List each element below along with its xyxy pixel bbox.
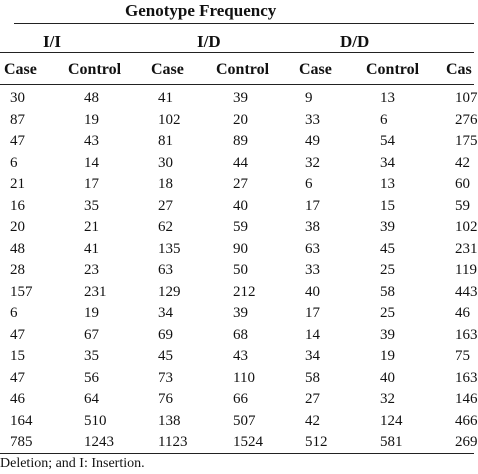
table-cell: 68 xyxy=(233,326,248,343)
table-cell: 41 xyxy=(84,240,99,257)
table-cell: 48 xyxy=(10,240,25,257)
table-cell: 18 xyxy=(158,176,173,192)
table-cell: 6 xyxy=(305,176,313,192)
table-cell: 40 xyxy=(380,369,395,386)
table-cell: 44 xyxy=(233,154,248,171)
table-cell: 35 xyxy=(84,348,99,364)
table-cell: 27 xyxy=(158,197,173,214)
table-cell: 69 xyxy=(158,326,173,343)
table-cell: 138 xyxy=(158,412,181,429)
table-cell: 30 xyxy=(10,90,25,106)
table-cell: 59 xyxy=(455,197,470,214)
column-header-case: Case xyxy=(299,61,332,78)
column-header-control: Control xyxy=(68,61,122,78)
table-cell: 34 xyxy=(305,348,320,364)
table-cell: 45 xyxy=(158,348,173,364)
table-cell: 48 xyxy=(84,90,99,106)
table-cell: 25 xyxy=(380,305,395,321)
table-cell: 58 xyxy=(305,369,320,386)
table-cell: 135 xyxy=(158,240,181,257)
table-cell: 14 xyxy=(305,326,320,343)
table-cell: 75 xyxy=(455,348,470,364)
table-cell: 46 xyxy=(10,391,25,407)
table-cell: 32 xyxy=(380,391,395,407)
table-cell: 231 xyxy=(84,283,107,300)
table-cell: 28 xyxy=(10,262,25,278)
table-cell: 47 xyxy=(10,326,25,343)
table-cell: 21 xyxy=(10,176,25,192)
table-cell: 110 xyxy=(233,369,255,386)
table-cell: 164 xyxy=(10,412,33,429)
table-cell: 785 xyxy=(10,434,33,450)
table-bottom-rule xyxy=(0,453,474,454)
table-cell: 1524 xyxy=(233,434,263,450)
table-cell: 20 xyxy=(233,111,248,128)
table-cell: 39 xyxy=(380,326,395,343)
table-cell: 32 xyxy=(305,154,320,171)
table-cell: 39 xyxy=(380,219,395,235)
group-header-ii: I/I xyxy=(43,32,61,51)
table-title: Genotype Frequency xyxy=(125,1,277,20)
table-cell: 269 xyxy=(455,434,478,450)
table-cell: 102 xyxy=(158,111,181,128)
table-cell: 35 xyxy=(84,197,99,214)
table-cell: 119 xyxy=(455,262,477,278)
table-cell: 27 xyxy=(305,391,320,407)
table-cell: 581 xyxy=(380,434,403,450)
table-cell: 19 xyxy=(84,111,99,128)
table-cell: 1243 xyxy=(84,434,114,450)
table-cell: 73 xyxy=(158,369,173,386)
table-cell: 163 xyxy=(455,326,478,343)
table-cell: 25 xyxy=(380,262,395,278)
table-cell: 43 xyxy=(233,348,248,364)
table-cell: 38 xyxy=(305,219,320,235)
table-cell: 507 xyxy=(233,412,256,429)
column-header-control: Control xyxy=(366,61,420,78)
table-cell: 15 xyxy=(10,348,25,364)
table-cell: 64 xyxy=(84,391,99,407)
table-cell: 17 xyxy=(84,176,99,192)
table-cell: 443 xyxy=(455,283,478,300)
table-cell: 107 xyxy=(455,90,478,106)
column-header-case: Case xyxy=(4,61,37,78)
table-cell: 89 xyxy=(233,133,248,149)
table-cell: 9 xyxy=(305,90,313,106)
table-cell: 63 xyxy=(158,262,173,278)
table-cell: 66 xyxy=(233,391,248,407)
table-cell: 58 xyxy=(380,283,395,300)
table-cell: 14 xyxy=(84,154,99,171)
table-cell: 81 xyxy=(158,133,173,149)
table-cell: 62 xyxy=(158,219,173,235)
table-cell: 56 xyxy=(84,369,99,386)
table-cell: 23 xyxy=(84,262,99,278)
table-cell: 15 xyxy=(380,197,395,214)
group-header-id: I/D xyxy=(197,32,221,51)
table-cell: 33 xyxy=(305,262,320,278)
table-cell: 212 xyxy=(233,283,256,300)
table-cell: 76 xyxy=(158,391,173,407)
table-cell: 129 xyxy=(158,283,181,300)
table-cell: 45 xyxy=(380,240,395,257)
table-cell: 19 xyxy=(380,348,395,364)
table-cell: 175 xyxy=(455,133,478,149)
table-cell: 49 xyxy=(305,133,320,149)
table-cell: 1123 xyxy=(158,434,188,450)
table-cell: 17 xyxy=(305,305,320,321)
table-cell: 466 xyxy=(455,412,478,429)
column-header-case: Cas xyxy=(446,61,472,78)
title-underline xyxy=(14,23,474,24)
table-cell: 124 xyxy=(380,412,403,429)
table-cell: 47 xyxy=(10,369,25,386)
column-header-case: Case xyxy=(151,61,184,78)
table-cell: 47 xyxy=(10,133,25,149)
table-cell: 6 xyxy=(380,111,388,128)
table-cell: 87 xyxy=(10,111,25,128)
table-cell: 46 xyxy=(455,305,470,321)
table-cell: 6 xyxy=(10,154,18,171)
column-header-divider xyxy=(0,84,474,85)
table-cell: 13 xyxy=(380,90,395,106)
table-cell: 512 xyxy=(305,434,328,450)
table-cell: 50 xyxy=(233,262,248,278)
table-cell: 510 xyxy=(84,412,107,429)
group-header-dd: D/D xyxy=(340,32,370,51)
table-cell: 6 xyxy=(10,305,18,321)
table-footnote: Deletion; and I: Insertion. xyxy=(0,456,145,471)
table-cell: 13 xyxy=(380,176,395,192)
table-cell: 59 xyxy=(233,219,248,235)
table-cell: 39 xyxy=(233,90,248,106)
table-cell: 21 xyxy=(84,219,99,235)
table-cell: 60 xyxy=(455,176,470,192)
table-cell: 102 xyxy=(455,219,478,235)
column-header-control: Control xyxy=(216,61,270,78)
table-cell: 43 xyxy=(84,133,99,149)
table-cell: 27 xyxy=(233,176,248,192)
table-cell: 34 xyxy=(380,154,395,171)
table-cell: 67 xyxy=(84,326,99,343)
table-cell: 41 xyxy=(158,90,173,106)
table-cell: 63 xyxy=(305,240,320,257)
table-cell: 42 xyxy=(455,154,470,171)
table-cell: 90 xyxy=(233,240,248,257)
table-cell: 33 xyxy=(305,111,320,128)
table-cell: 17 xyxy=(305,197,320,214)
table-cell: 16 xyxy=(10,197,25,214)
table-cell: 146 xyxy=(455,391,478,407)
table-cell: 276 xyxy=(455,111,478,128)
table-cell: 40 xyxy=(305,283,320,300)
table-cell: 34 xyxy=(158,305,173,321)
table-cell: 20 xyxy=(10,219,25,235)
table-cell: 40 xyxy=(233,197,248,214)
table-cell: 163 xyxy=(455,369,478,386)
header-divider xyxy=(0,52,474,53)
table-cell: 30 xyxy=(158,154,173,171)
table-cell: 42 xyxy=(305,412,320,429)
table-cell: 39 xyxy=(233,305,248,321)
table-cell: 19 xyxy=(84,305,99,321)
table-cell: 157 xyxy=(10,283,33,300)
table-cell: 231 xyxy=(455,240,478,257)
table-cell: 54 xyxy=(380,133,395,149)
